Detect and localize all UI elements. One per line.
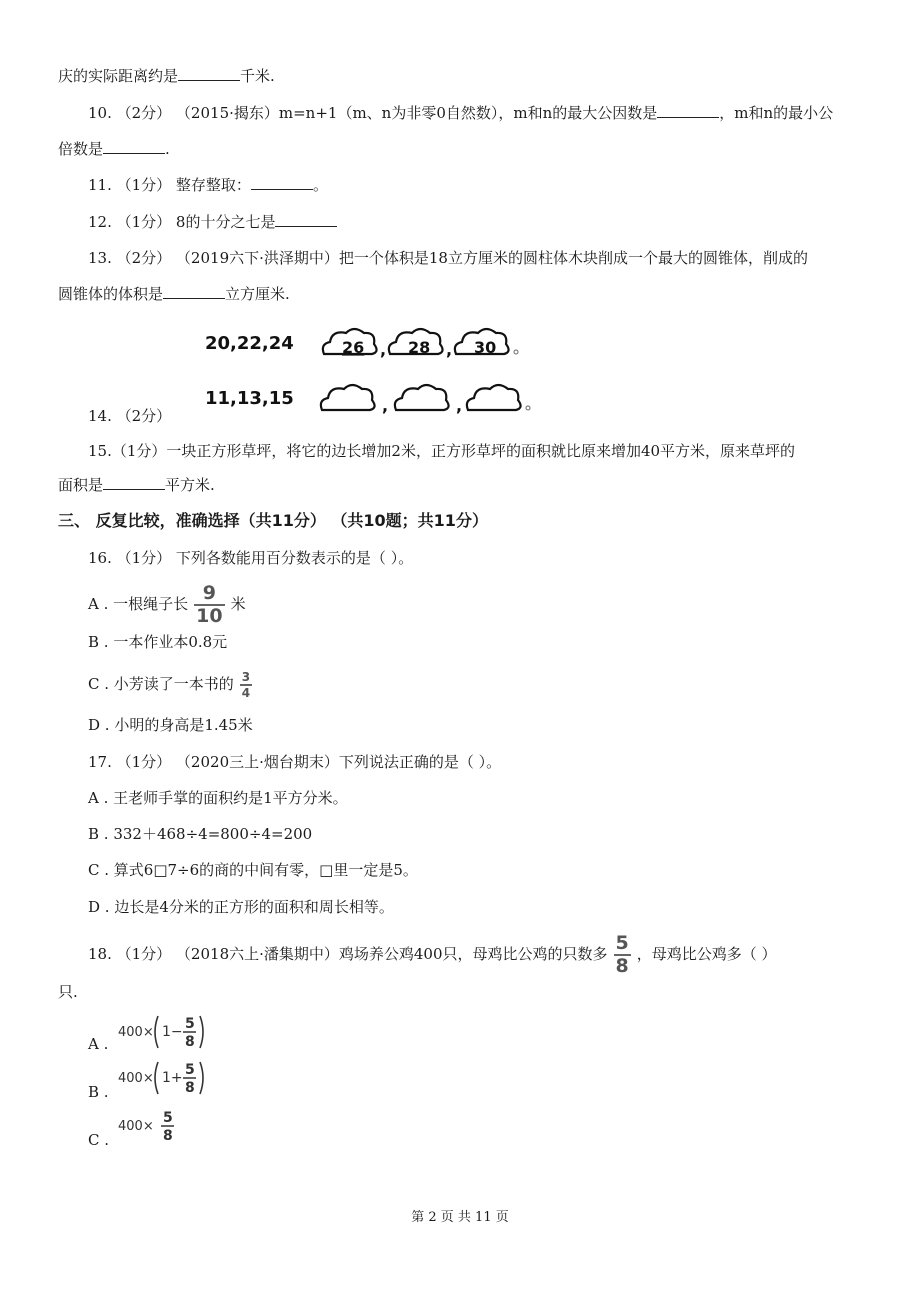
q14-cloud-row-1 xyxy=(318,322,538,362)
q13-stem: 13. （2分） （2019六下·洪泽期中）把一个体积是18立方厘米的圆柱体木块削成一个最大的圆锥体，削成的 xyxy=(88,249,808,267)
q12-stem: 12. （1分） 8的十分之七是 xyxy=(88,213,276,231)
q10-line2-end: . xyxy=(165,140,170,158)
cloud-value-3: 30 xyxy=(474,338,497,357)
q18-stem-cont: ，母鸡比公鸡多（ ） xyxy=(636,945,777,963)
q9-tail-text: 庆的实际距离约是 xyxy=(58,67,179,85)
separator: , xyxy=(446,340,453,359)
q18-option-a-formula[interactable] xyxy=(118,1012,218,1056)
fraction-five-eighths xyxy=(614,934,631,976)
q11-end: 。 xyxy=(312,176,328,194)
denominator: 4 xyxy=(241,686,251,700)
formula-inner: 1+ xyxy=(162,1070,183,1086)
numerator: 5 xyxy=(185,1016,195,1032)
q10-stem-cont: ，m和n的最小公 xyxy=(719,104,834,122)
separator: , xyxy=(456,396,463,415)
q17-stem: 17. （1分） （2020三上·烟台期末）下列说法正确的是（ ）。 xyxy=(88,753,502,771)
q12-line xyxy=(88,212,337,232)
q18-option-b-label[interactable]: B . xyxy=(88,1083,109,1101)
answer-blank[interactable] xyxy=(103,139,165,154)
formula-b-graphic xyxy=(118,1058,218,1098)
q18-stem-line2: 只. xyxy=(58,983,78,1001)
q15-stem: 15.（1分）一块正方形草坪，将它的边长增加2米，正方形草坪的面积就比原来增加40平方米，原来草坪的 xyxy=(88,442,796,460)
q9-tail xyxy=(58,66,275,86)
option-c-text: C . 小芳读了一本书的 xyxy=(88,675,234,693)
q18-option-c-label[interactable]: C . xyxy=(88,1131,110,1149)
q16-option-b[interactable]: B . 一本作业本0.8元 xyxy=(88,633,228,651)
page-footer: 第 2 页 共 11 页 xyxy=(411,1210,509,1225)
q11-line xyxy=(88,175,328,195)
dot-mark xyxy=(526,406,530,410)
formula-prefix: 400× xyxy=(118,1025,154,1040)
q10-line2-text: 倍数是 xyxy=(58,140,104,158)
answer-blank[interactable] xyxy=(103,475,165,490)
fraction-three-quarters xyxy=(240,671,252,699)
formula-prefix: 400× xyxy=(118,1071,154,1086)
numerator: 5 xyxy=(163,1110,173,1126)
cloud-value-2: 28 xyxy=(408,338,431,357)
q15-line2-end: 平方米. xyxy=(165,476,215,494)
answer-blank[interactable] xyxy=(251,175,313,190)
q13-line1 xyxy=(88,248,808,268)
cloud-icon xyxy=(467,385,521,410)
q14-sequence-1: 20,22,24 xyxy=(205,333,294,354)
q16-option-a[interactable] xyxy=(88,584,246,626)
cloud-icon xyxy=(395,385,449,410)
q18-option-a-label[interactable]: A . xyxy=(88,1035,109,1053)
right-paren xyxy=(200,1062,203,1094)
q10-line1 xyxy=(88,103,833,123)
q15-line1 xyxy=(88,441,795,461)
q17-option-c[interactable]: C . 算式6□7÷6的商的中间有零，□里一定是5。 xyxy=(88,861,418,879)
denominator: 8 xyxy=(163,1128,173,1144)
answer-blank[interactable] xyxy=(275,212,337,227)
numerator: 5 xyxy=(615,932,629,954)
q16-option-c[interactable] xyxy=(88,666,258,702)
q16-option-d[interactable]: D . 小明的身高是1.45米 xyxy=(88,716,253,734)
q17-option-b[interactable]: B . 332＋468÷4=800÷4=200 xyxy=(88,825,313,843)
option-a-unit: 米 xyxy=(230,595,246,613)
denominator: 8 xyxy=(185,1034,195,1050)
dot-mark xyxy=(514,350,518,354)
q11-stem: 11. （1分） 整存整取： xyxy=(88,176,251,194)
left-paren xyxy=(155,1062,158,1094)
formula-inner: 1− xyxy=(162,1024,183,1040)
numerator: 5 xyxy=(185,1062,195,1078)
denominator: 8 xyxy=(185,1080,195,1096)
section-heading: 三、 反复比较，准确选择（共11分） （共10题；共11分） xyxy=(58,511,488,530)
q9-tail-end: 千米. xyxy=(240,67,275,85)
cloud-icon xyxy=(321,385,375,410)
separator: , xyxy=(380,340,387,359)
q15-line2 xyxy=(58,475,215,495)
q13-line2-text: 圆锥体的体积是 xyxy=(58,285,164,303)
formula-c-graphic xyxy=(118,1106,188,1146)
q10-stem: 10. （2分） （2015·揭东）m=n+1（m、n为非零0自然数），m和n的最大公因数是 xyxy=(88,104,658,122)
cloud-value-1: 26 xyxy=(342,338,365,357)
numerator: 9 xyxy=(202,582,216,604)
q18-stem: 18. （1分） （2018六上·潘集期中）鸡场养公鸡400只，母鸡比公鸡的只数多 xyxy=(88,945,608,963)
formula-prefix: 400× xyxy=(118,1119,154,1134)
answer-blank[interactable] xyxy=(163,284,225,299)
q13-line2-end: 立方厘米. xyxy=(225,285,290,303)
q10-line2 xyxy=(58,139,170,159)
option-a-text: A . 一根绳子长 xyxy=(88,595,189,613)
q13-line2 xyxy=(58,284,290,304)
separator: , xyxy=(382,396,389,415)
formula-a-graphic xyxy=(118,1012,218,1052)
q14-sequence-2: 11,13,15 xyxy=(205,388,294,409)
answer-blank[interactable] xyxy=(178,66,240,81)
q16-stem: 16. （1分） 下列各数能用百分数表示的是（ ）。 xyxy=(88,549,414,567)
numerator: 3 xyxy=(241,670,251,684)
denominator: 8 xyxy=(615,955,629,977)
fraction-nine-tenths xyxy=(194,584,224,626)
denominator: 10 xyxy=(196,605,223,627)
q17-option-a[interactable]: A . 王老师手掌的面积约是1平方分米。 xyxy=(88,789,348,807)
left-paren xyxy=(155,1016,158,1048)
q18-option-b-formula[interactable] xyxy=(118,1058,218,1102)
answer-blank[interactable] xyxy=(657,103,719,118)
right-paren xyxy=(200,1016,203,1048)
q14-label: 14. （2分） xyxy=(88,407,172,425)
q18-option-c-formula[interactable] xyxy=(118,1106,188,1150)
q14-cloud-row-2 xyxy=(318,378,538,418)
q15-line2-text: 面积是 xyxy=(58,476,104,494)
q18-stem-line1 xyxy=(88,929,777,979)
q17-option-d[interactable]: D . 边长是4分米的正方形的面积和周长相等。 xyxy=(88,898,394,916)
